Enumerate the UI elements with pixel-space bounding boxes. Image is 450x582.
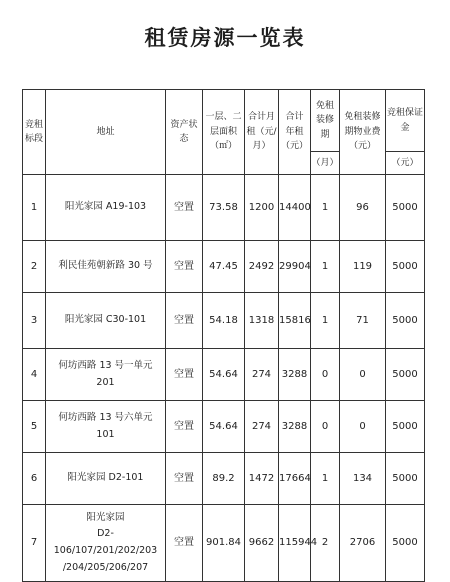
cell-area: 901.84 xyxy=(203,505,245,582)
header-property-fee: 免租装修 期物业费 （元） xyxy=(340,90,386,175)
header-status: 资产状 态 xyxy=(166,90,203,175)
cell-area: 54.64 xyxy=(203,349,245,401)
cell-lot: 6 xyxy=(23,453,46,505)
cell-status: 空置 xyxy=(166,505,203,582)
header-annual-rent: 合计 年租 （元） xyxy=(279,90,311,175)
cell-monthly-rent: 2492 xyxy=(245,241,279,293)
cell-status: 空置 xyxy=(166,453,203,505)
cell-annual-rent: 15816 xyxy=(279,293,311,349)
cell-deposit: 5000 xyxy=(386,505,425,582)
cell-annual-rent: 29904 xyxy=(279,241,311,293)
cell-annual-rent: 14400 xyxy=(279,175,311,241)
cell-free-months: 1 xyxy=(311,453,340,505)
cell-lot: 5 xyxy=(23,401,46,453)
cell-lot: 1 xyxy=(23,175,46,241)
cell-deposit: 5000 xyxy=(386,293,425,349)
cell-annual-rent: 115944 xyxy=(279,505,311,582)
cell-address: 阳光家园 D2-101 xyxy=(46,453,166,505)
table-row xyxy=(23,349,425,401)
cell-address: 何坊西路 13 号六单元 101 xyxy=(46,401,166,453)
header-lot: 竞租 标段 xyxy=(23,90,46,175)
cell-property-fee: 2706 xyxy=(340,505,386,582)
cell-free-months: 1 xyxy=(311,175,340,241)
cell-free-months: 1 xyxy=(311,293,340,349)
cell-monthly-rent: 9662 xyxy=(245,505,279,582)
header-address: 地址 xyxy=(46,90,166,175)
cell-property-fee: 71 xyxy=(340,293,386,349)
header-area: 一层、二 层面积 （㎡） xyxy=(203,90,245,175)
cell-free-months: 0 xyxy=(311,401,340,453)
header-deposit: 竞租保证金 xyxy=(386,90,425,152)
cell-property-fee: 134 xyxy=(340,453,386,505)
cell-deposit: 5000 xyxy=(386,349,425,401)
cell-free-months: 1 xyxy=(311,241,340,293)
table-row xyxy=(23,241,425,293)
cell-monthly-rent: 274 xyxy=(245,349,279,401)
cell-free-months: 2 xyxy=(311,505,340,582)
table-header xyxy=(23,90,425,175)
cell-area: 73.58 xyxy=(203,175,245,241)
cell-lot: 4 xyxy=(23,349,46,401)
cell-address: 利民佳苑朝新路 30 号 xyxy=(46,241,166,293)
header-free-period: 免租 装修 期 xyxy=(311,90,340,152)
cell-lot: 7 xyxy=(23,505,46,582)
cell-annual-rent: 3288 xyxy=(279,401,311,453)
cell-area: 89.2 xyxy=(203,453,245,505)
table-row xyxy=(23,175,425,241)
header-monthly-rent: 合计月 租（元/ 月） xyxy=(245,90,279,175)
cell-monthly-rent: 274 xyxy=(245,401,279,453)
table-row xyxy=(23,453,425,505)
cell-property-fee: 0 xyxy=(340,349,386,401)
rental-listing-table xyxy=(22,89,425,582)
cell-monthly-rent: 1318 xyxy=(245,293,279,349)
cell-deposit: 5000 xyxy=(386,401,425,453)
cell-address: 何坊西路 13 号一单元 201 xyxy=(46,349,166,401)
cell-monthly-rent: 1200 xyxy=(245,175,279,241)
cell-area: 54.64 xyxy=(203,401,245,453)
cell-annual-rent: 3288 xyxy=(279,349,311,401)
cell-status: 空置 xyxy=(166,349,203,401)
cell-annual-rent: 17664 xyxy=(279,453,311,505)
cell-property-fee: 0 xyxy=(340,401,386,453)
cell-area: 47.45 xyxy=(203,241,245,293)
header-deposit-unit: （元） xyxy=(386,152,425,175)
cell-address: 阳光家园 A19-103 xyxy=(46,175,166,241)
cell-lot: 2 xyxy=(23,241,46,293)
cell-address: 阳光家园 C30-101 xyxy=(46,293,166,349)
cell-property-fee: 96 xyxy=(340,175,386,241)
cell-status: 空置 xyxy=(166,293,203,349)
table-body xyxy=(23,175,425,582)
header-free-period-unit: （月） xyxy=(311,152,340,175)
cell-area: 54.18 xyxy=(203,293,245,349)
cell-status: 空置 xyxy=(166,175,203,241)
table-row xyxy=(23,293,425,349)
cell-address: 阳光家园 D2-106/107/201/202/203 /204/205/206/207 xyxy=(46,505,166,582)
cell-status: 空置 xyxy=(166,401,203,453)
cell-monthly-rent: 1472 xyxy=(245,453,279,505)
cell-deposit: 5000 xyxy=(386,175,425,241)
cell-status: 空置 xyxy=(166,241,203,293)
table-row xyxy=(23,401,425,453)
cell-lot: 3 xyxy=(23,293,46,349)
cell-property-fee: 119 xyxy=(340,241,386,293)
page-title: 租赁房源一览表 xyxy=(144,25,306,50)
cell-deposit: 5000 xyxy=(386,453,425,505)
table-row xyxy=(23,505,425,582)
cell-free-months: 0 xyxy=(311,349,340,401)
cell-deposit: 5000 xyxy=(386,241,425,293)
